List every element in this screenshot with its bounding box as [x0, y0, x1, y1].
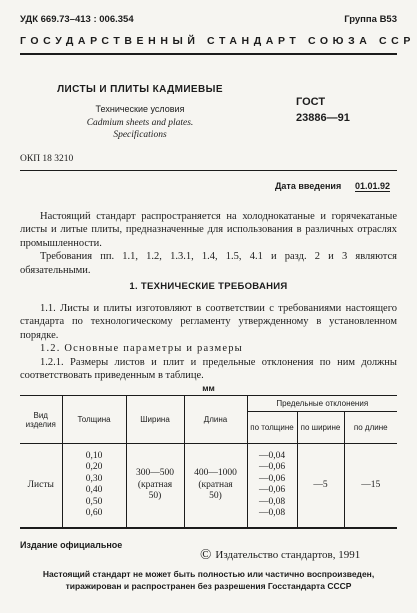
udk-code: УДК 669.73–413 : 006.354	[20, 14, 134, 25]
header-width: Ширина	[126, 396, 184, 444]
copyright-icon: ©	[200, 547, 212, 563]
intro-date-value: 01.01.92	[355, 181, 391, 191]
dev-thickness-value: —0,06	[258, 485, 286, 496]
intro-text	[20, 210, 397, 277]
width-note: (кратная	[137, 479, 173, 490]
document-subtitle: Технические условия	[95, 104, 185, 114]
dev-thickness-value: —0,08	[258, 496, 286, 507]
section-heading: 1. ТЕХНИЧЕСКИЕ ТРЕБОВАНИЯ	[129, 281, 288, 292]
copyright-text: Издательство стандартов, 1991	[215, 549, 361, 561]
section-text	[20, 302, 397, 382]
thickness-value: 0,50	[85, 496, 103, 507]
edition-label: Издание официальное	[20, 540, 123, 550]
okp-code: ОКП 18 3210	[20, 154, 74, 164]
thickness-value: 0,30	[85, 473, 103, 484]
paragraph-1-2: 1.2. Основные параметры и размеры	[40, 343, 243, 355]
paragraph-1-1: 1.1. Листы и плиты изготовляют в соответствии с требованиями настоящего стандарта по технологическому регламенту утвержденному в установленном порядке.	[20, 303, 397, 341]
header-dev-width: по ширине	[297, 412, 344, 444]
dev-thickness-value: —0,06	[258, 462, 286, 473]
cell-length	[184, 444, 247, 528]
cell-dev-length: —15	[344, 444, 397, 528]
header-kind: Вид изделия	[20, 396, 62, 444]
okp-rule	[20, 170, 397, 171]
dev-thickness-value: —0,06	[258, 473, 286, 484]
standard-heading: ГОСУДАРСТВЕННЫЙ СТАНДАРТ СОЮЗА ССР	[20, 35, 415, 47]
header-dev-thickness: по толщине	[247, 412, 297, 444]
table-unit: мм	[202, 383, 215, 393]
length-note: (кратная	[198, 479, 233, 490]
header-rule	[20, 53, 397, 55]
thickness-value: 0,60	[85, 508, 103, 519]
intro-date-label: Дата введения	[275, 181, 342, 191]
document-title: ЛИСТЫ И ПЛИТЫ КАДМИЕВЫЕ	[57, 84, 223, 95]
header-thickness: Толщина	[62, 396, 126, 444]
cell-dev-thickness	[247, 444, 297, 528]
group-code: Группа В53	[344, 14, 397, 25]
cell-thickness	[62, 444, 126, 528]
english-title-line1: Cadmium sheets and plates.	[86, 118, 194, 128]
cell-kind: Листы	[20, 444, 62, 528]
length-range: 400—1000	[194, 468, 237, 478]
width-range: 300—500	[136, 468, 174, 478]
gost-label: ГОСТ	[296, 96, 326, 108]
english-title-line2: Specifications	[113, 130, 167, 140]
reproduction-notice: Настоящий стандарт не может быть полностью или частично воспроизведен, тиражирован и распространен без разрешения Госстандарта СССР	[42, 569, 375, 591]
table-row	[20, 444, 397, 528]
cell-width	[126, 444, 184, 528]
gost-number: 23886—91	[296, 112, 350, 124]
cell-dev-width: —5	[297, 444, 344, 528]
paragraph-1-2-1: 1.2.1. Размеры листов и плит и предельные отклонения по ним должны соответствовать приведенным в таблице.	[20, 356, 397, 382]
copyright	[200, 546, 360, 563]
dev-thickness-value: —0,08	[258, 508, 286, 519]
thickness-value: 0,10	[85, 450, 103, 461]
thickness-value: 0,20	[85, 462, 103, 473]
header-dev-length: по длине	[344, 412, 397, 444]
length-note: 50)	[209, 491, 222, 501]
dev-thickness-value: —0,04	[258, 450, 286, 461]
intro-paragraph-1: Настоящий стандарт распространяется на холоднокатаные и горячекатаные листы и литые плиты, предназначенные для использования в различных отраслях промышленности.	[20, 211, 397, 249]
dimensions-table	[20, 395, 397, 529]
thickness-value: 0,40	[85, 485, 103, 496]
width-note: 50)	[148, 491, 162, 501]
header-length: Длина	[184, 396, 247, 444]
header-deviations: Предельные отклонения	[247, 396, 397, 412]
intro-paragraph-2: Требования пп. 1.1, 1.2, 1.3.1, 1.4, 1.5, 4.1 и разд. 2 и 3 являются обязательными.	[20, 251, 397, 276]
